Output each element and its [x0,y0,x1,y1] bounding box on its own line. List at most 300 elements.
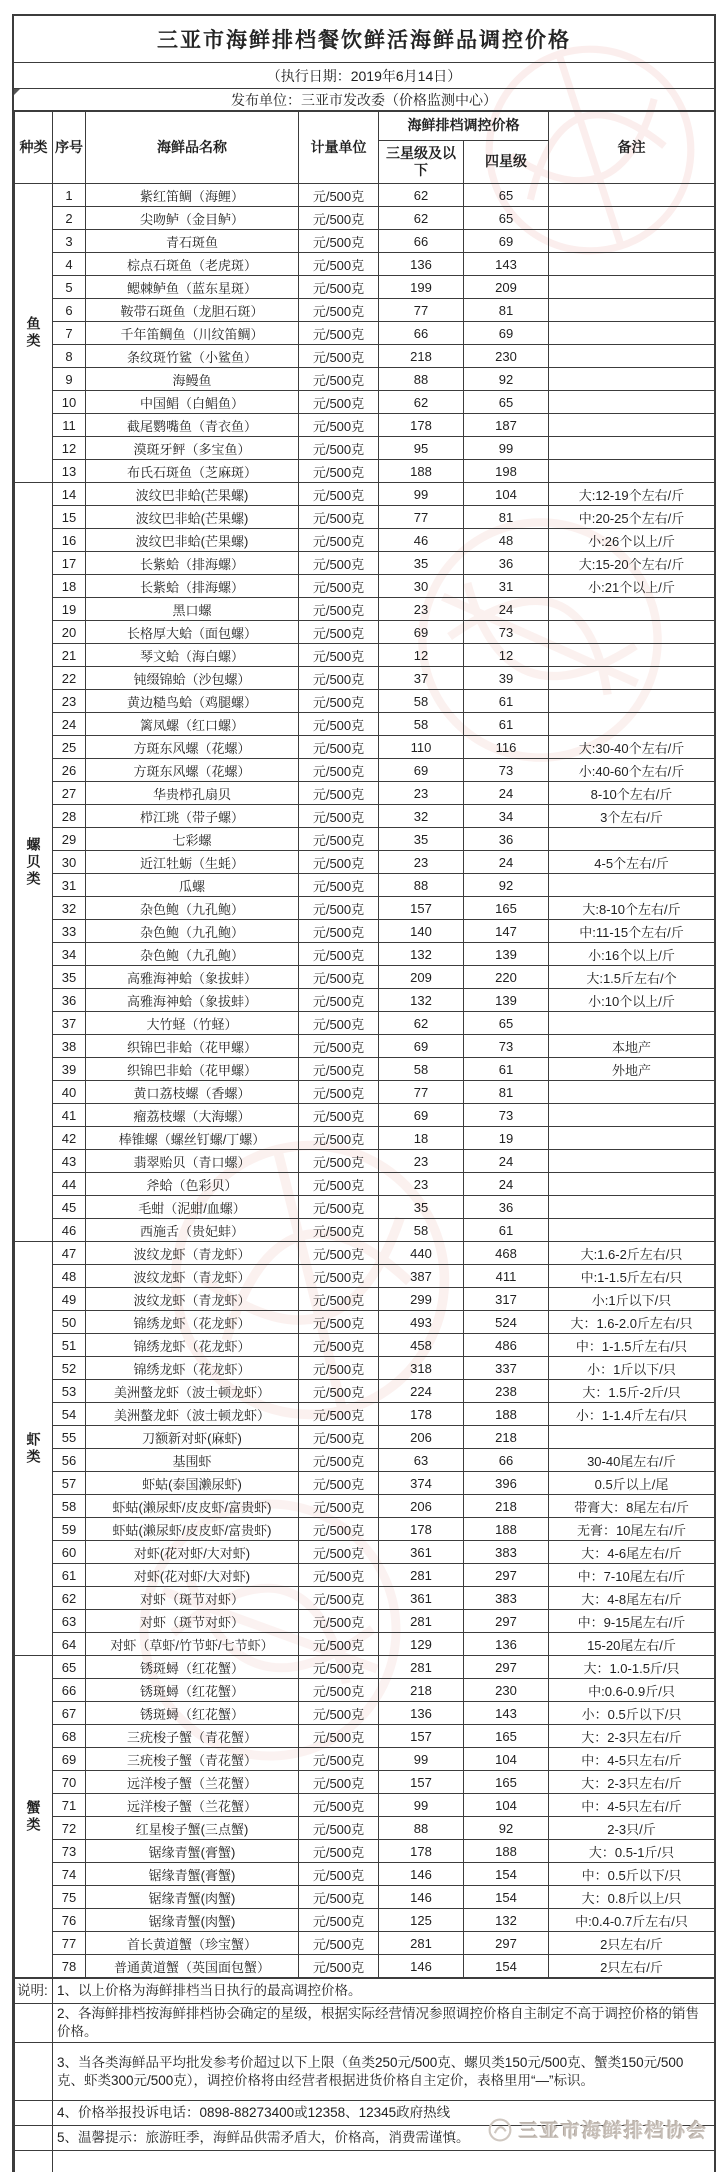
table-row [15,460,715,483]
price-4star-cell: 524 [464,1311,549,1334]
unit-cell: 元/500克 [299,690,379,713]
remark-cell: 中:1-1.5斤左右/只 [549,1265,715,1288]
header-unit: 计量单位 [299,112,379,184]
remark-cell: 大：1.6-2.0斤左右/只 [549,1311,715,1334]
table-row [15,1817,715,1840]
price-3star-cell: 30 [379,575,464,598]
unit-cell: 元/500克 [299,483,379,506]
unit-cell: 元/500克 [299,1656,379,1679]
seafood-name-cell: 瓜螺 [86,874,299,897]
note-row [15,2004,715,2043]
unit-cell: 元/500克 [299,345,379,368]
price-3star-cell: 132 [379,989,464,1012]
price-4star-cell: 61 [464,713,549,736]
seafood-name-cell: 漠斑牙鲆（多宝鱼） [86,437,299,460]
seafood-name-cell: 锦绣龙虾（花龙虾） [86,1311,299,1334]
price-3star-cell: 125 [379,1909,464,1932]
price-4star-cell: 39 [464,667,549,690]
seafood-name-cell: 对虾(花对虾/大对虾) [86,1564,299,1587]
row-number-cell: 19 [53,598,86,621]
price-3star-cell: 218 [379,345,464,368]
row-number-cell: 18 [53,575,86,598]
price-3star-cell: 88 [379,1817,464,1840]
row-number-cell: 29 [53,828,86,851]
note-row [15,2043,715,2101]
price-4star-cell: 297 [464,1656,549,1679]
unit-cell: 元/500克 [299,1173,379,1196]
remark-cell [549,414,715,437]
row-number-cell: 65 [53,1656,86,1679]
row-number-cell: 20 [53,621,86,644]
price-4star-cell: 31 [464,575,549,598]
seafood-name-cell: 杂色鲍（九孔鲍） [86,897,299,920]
unit-cell: 元/500克 [299,1909,379,1932]
unit-cell: 元/500克 [299,391,379,414]
remark-cell [549,598,715,621]
row-number-cell: 74 [53,1863,86,1886]
unit-cell: 元/500克 [299,1863,379,1886]
remark-cell: 4-5个左右/斤 [549,851,715,874]
row-number-cell: 10 [53,391,86,414]
price-4star-cell: 73 [464,1104,549,1127]
price-3star-cell: 37 [379,667,464,690]
seafood-name-cell: 织锦巴非蛤（花甲螺） [86,1058,299,1081]
seafood-name-cell: 虾蛄(濑尿虾/皮皮虾/富贵虾) [86,1518,299,1541]
row-number-cell: 37 [53,1012,86,1035]
table-row [15,1380,715,1403]
seafood-name-cell: 锯缘青蟹(膏蟹) [86,1863,299,1886]
seafood-name-cell: 布氏石斑鱼（芝麻斑） [86,460,299,483]
unit-cell: 元/500克 [299,207,379,230]
remark-cell [549,1012,715,1035]
price-3star-cell: 146 [379,1886,464,1909]
remark-cell: 2-3只/斤 [549,1817,715,1840]
price-4star-cell: 24 [464,782,549,805]
seafood-name-cell: 斧蛤（色彩贝） [86,1173,299,1196]
row-number-cell: 3 [53,230,86,253]
table-row [15,690,715,713]
price-3star-cell: 206 [379,1426,464,1449]
price-3star-cell: 69 [379,1104,464,1127]
remark-cell: 大:12-19个左右/斤 [549,483,715,506]
price-4star-cell: 154 [464,1955,549,1978]
table-row [15,1426,715,1449]
price-3star-cell: 224 [379,1380,464,1403]
seafood-name-cell: 锦绣龙虾（花龙虾） [86,1334,299,1357]
price-3star-cell: 62 [379,184,464,207]
seafood-name-cell: 方斑东风螺（花螺） [86,736,299,759]
table-row [15,529,715,552]
seafood-name-cell: 红星梭子蟹(三点蟹) [86,1817,299,1840]
table-row [15,851,715,874]
table-row [15,1150,715,1173]
row-number-cell: 54 [53,1403,86,1426]
row-number-cell: 2 [53,207,86,230]
unit-cell: 元/500克 [299,460,379,483]
table-row [15,1081,715,1104]
table-row [15,1403,715,1426]
seafood-name-cell: 青石斑鱼 [86,230,299,253]
remark-cell [549,690,715,713]
price-3star-cell: 46 [379,529,464,552]
unit-cell: 元/500克 [299,1380,379,1403]
table-row [15,1219,715,1242]
row-number-cell: 70 [53,1771,86,1794]
price-4star-cell: 104 [464,483,549,506]
price-3star-cell: 62 [379,391,464,414]
seafood-name-cell: 紫红笛鲷（海鲤） [86,184,299,207]
seafood-name-cell: 对虾(花对虾/大对虾) [86,1541,299,1564]
note-item: 1、以上价格为海鲜排档当日执行的最高调控价格。 [53,1979,715,2004]
seafood-name-cell: 尖吻鲈（金目鲈） [86,207,299,230]
price-3star-cell: 99 [379,483,464,506]
table-row [15,897,715,920]
table-row [15,782,715,805]
price-3star-cell: 110 [379,736,464,759]
seafood-name-cell: 波纹巴非蛤(芒果螺) [86,483,299,506]
table-row [15,1127,715,1150]
unit-cell: 元/500克 [299,1955,379,1978]
price-4star-cell: 81 [464,1081,549,1104]
seafood-name-cell: 黄边糙鸟蛤（鸡腿螺） [86,690,299,713]
row-number-cell: 63 [53,1610,86,1633]
row-number-cell: 71 [53,1794,86,1817]
price-3star-cell: 95 [379,437,464,460]
price-4star-cell: 188 [464,1840,549,1863]
remark-cell: 30-40尾左右/斤 [549,1449,715,1472]
seafood-name-cell: 条纹斑竹鲨（小鲨鱼） [86,345,299,368]
seafood-name-cell: 毛蚶（泥蚶/血螺） [86,1196,299,1219]
price-4star-cell: 34 [464,805,549,828]
price-notice-document [12,14,716,2172]
row-number-cell: 49 [53,1288,86,1311]
remark-cell [549,713,715,736]
price-4star-cell: 65 [464,184,549,207]
table-row [15,1564,715,1587]
seafood-name-cell: 锯缘青蟹(膏蟹) [86,1840,299,1863]
remark-cell: 8-10个左右/斤 [549,782,715,805]
seafood-name-cell: 基围虾 [86,1449,299,1472]
publisher-text: 发布单位：三亚市发改委（价格监测中心） [231,91,497,108]
header-price-3star: 三星级及以下 [379,141,464,184]
row-number-cell: 45 [53,1196,86,1219]
price-4star-cell: 297 [464,1564,549,1587]
seafood-name-cell: 美洲螯龙虾（波士顿龙虾） [86,1380,299,1403]
seafood-name-cell: 长紫蛤（排海螺） [86,552,299,575]
notes-gutter [15,2151,53,2172]
remark-cell: 小：1斤以下/只 [549,1357,715,1380]
price-4star-cell: 136 [464,1633,549,1656]
row-number-cell: 28 [53,805,86,828]
table-row [15,1357,715,1380]
unit-cell: 元/500克 [299,506,379,529]
remark-cell: 小:40-60个左右/斤 [549,759,715,782]
row-number-cell: 58 [53,1495,86,1518]
price-4star-cell: 198 [464,460,549,483]
price-4star-cell: 19 [464,1127,549,1150]
table-row [15,1725,715,1748]
row-number-cell: 62 [53,1587,86,1610]
remark-cell [549,1081,715,1104]
remark-cell [549,1127,715,1150]
seafood-name-cell: 黑口螺 [86,598,299,621]
price-4star-cell: 143 [464,1702,549,1725]
row-number-cell: 66 [53,1679,86,1702]
price-3star-cell: 299 [379,1288,464,1311]
price-4star-cell: 147 [464,920,549,943]
table-row [15,1748,715,1771]
table-row [15,391,715,414]
price-3star-cell: 23 [379,782,464,805]
publisher-line [14,89,714,111]
row-number-cell: 44 [53,1173,86,1196]
price-3star-cell: 440 [379,1242,464,1265]
price-4star-cell: 24 [464,851,549,874]
remark-cell: 3个左右/斤 [549,805,715,828]
table-row [15,759,715,782]
table-row [15,1610,715,1633]
price-3star-cell: 35 [379,828,464,851]
unit-cell: 元/500克 [299,713,379,736]
remark-cell: 15-20尾左右/斤 [549,1633,715,1656]
unit-cell: 元/500克 [299,1334,379,1357]
table-row [15,1104,715,1127]
table-row [15,1587,715,1610]
unit-cell: 元/500克 [299,1288,379,1311]
unit-cell: 元/500克 [299,253,379,276]
unit-cell: 元/500克 [299,1449,379,1472]
remark-cell: 中：4-5只左右/斤 [549,1748,715,1771]
price-3star-cell: 281 [379,1610,464,1633]
seafood-name-cell: 高雅海神蛤（象拔蚌） [86,989,299,1012]
table-row [15,437,715,460]
remark-cell: 中：7-10尾左右/斤 [549,1564,715,1587]
table-row [15,598,715,621]
row-number-cell: 76 [53,1909,86,1932]
seafood-name-cell: 高雅海神蛤（象拔蚌） [86,966,299,989]
unit-cell: 元/500克 [299,1794,379,1817]
seafood-name-cell: 瘤荔枝螺（大海螺） [86,1104,299,1127]
price-4star-cell: 73 [464,621,549,644]
row-number-cell: 24 [53,713,86,736]
row-number-cell: 73 [53,1840,86,1863]
row-number-cell: 32 [53,897,86,920]
row-number-cell: 15 [53,506,86,529]
remark-cell [549,1426,715,1449]
row-number-cell: 75 [53,1886,86,1909]
header-category: 种类 [15,112,53,184]
unit-cell: 元/500克 [299,1886,379,1909]
table-row [15,966,715,989]
row-number-cell: 9 [53,368,86,391]
seafood-name-cell: 对虾（草虾/竹节虾/七节虾） [86,1633,299,1656]
row-number-cell: 13 [53,460,86,483]
remark-cell: 大:15-20个左右/斤 [549,552,715,575]
price-3star-cell: 69 [379,759,464,782]
price-3star-cell: 58 [379,713,464,736]
remark-cell: 本地产 [549,1035,715,1058]
row-number-cell: 48 [53,1265,86,1288]
price-4star-cell: 383 [464,1587,549,1610]
price-4star-cell: 12 [464,644,549,667]
unit-cell: 元/500克 [299,1472,379,1495]
seafood-name-cell: 黄口荔枝螺（香螺） [86,1081,299,1104]
unit-cell: 元/500克 [299,1725,379,1748]
row-number-cell: 77 [53,1932,86,1955]
note-item: 3、当各类海鲜品平均批发参考价超过以下上限（鱼类250元/500克、螺贝类150元/500克、蟹类150元/500克、虾类300元/500克），调控价格将由经营者根据进货价格自主定价，表格里用“—”标识。 [53,2043,715,2101]
unit-cell: 元/500克 [299,644,379,667]
table-row [15,1334,715,1357]
table-row [15,322,715,345]
price-4star-cell: 61 [464,690,549,713]
seafood-name-cell: 波纹龙虾（青龙虾） [86,1265,299,1288]
table-row [15,575,715,598]
category-cell: 蟹类 [15,1656,53,1978]
table-row [15,1840,715,1863]
remark-cell: 大：2-3只左右/斤 [549,1725,715,1748]
row-number-cell: 8 [53,345,86,368]
price-3star-cell: 209 [379,966,464,989]
remark-cell [549,828,715,851]
table-row [15,230,715,253]
unit-cell: 元/500克 [299,1541,379,1564]
remark-cell [549,667,715,690]
row-number-cell: 59 [53,1518,86,1541]
unit-cell: 元/500克 [299,1058,379,1081]
price-3star-cell: 361 [379,1587,464,1610]
seafood-name-cell: 长格厚大蛤（面包螺） [86,621,299,644]
row-number-cell: 61 [53,1564,86,1587]
price-4star-cell: 238 [464,1380,549,1403]
price-4star-cell: 81 [464,299,549,322]
table-row [15,1656,715,1679]
price-4star-cell: 92 [464,874,549,897]
seafood-name-cell: 锦绣龙虾（花龙虾） [86,1357,299,1380]
table-row [15,989,715,1012]
unit-cell: 元/500克 [299,736,379,759]
seafood-name-cell: 波纹龙虾（青龙虾） [86,1242,299,1265]
price-4star-cell: 65 [464,391,549,414]
seafood-name-cell: 波纹龙虾（青龙虾） [86,1288,299,1311]
table-row [15,414,715,437]
unit-cell: 元/500克 [299,1771,379,1794]
remark-cell [549,276,715,299]
unit-cell: 元/500克 [299,437,379,460]
seafood-name-cell: 鳃棘鲈鱼（蓝东星斑） [86,276,299,299]
table-row [15,1771,715,1794]
remark-cell [549,437,715,460]
price-3star-cell: 281 [379,1932,464,1955]
remark-cell: 大：2-3只左右/斤 [549,1771,715,1794]
price-3star-cell: 69 [379,1035,464,1058]
row-number-cell: 67 [53,1702,86,1725]
price-4star-cell: 36 [464,828,549,851]
row-number-cell: 50 [53,1311,86,1334]
seafood-name-cell: 长紫蛤（排海螺） [86,575,299,598]
row-number-cell: 33 [53,920,86,943]
table-row [15,1909,715,1932]
remark-cell: 中：9-15尾左右/斤 [549,1610,715,1633]
remark-cell: 中：1-1.5斤左右/只 [549,1334,715,1357]
unit-cell: 元/500克 [299,621,379,644]
seafood-name-cell: 篱凤螺（红口螺） [86,713,299,736]
price-3star-cell: 387 [379,1265,464,1288]
price-4star-cell: 36 [464,1196,549,1219]
price-3star-cell: 58 [379,1058,464,1081]
price-3star-cell: 361 [379,1541,464,1564]
table-row [15,345,715,368]
seafood-name-cell: 海鳗鱼 [86,368,299,391]
price-4star-cell: 188 [464,1518,549,1541]
price-4star-cell: 24 [464,1173,549,1196]
row-number-cell: 27 [53,782,86,805]
remark-cell: 小:10个以上/斤 [549,989,715,1012]
table-row [15,483,715,506]
table-row [15,1449,715,1472]
seafood-name-cell: 对虾（斑节对虾） [86,1587,299,1610]
seafood-name-cell: 美洲螯龙虾（波士顿龙虾） [86,1403,299,1426]
unit-cell: 元/500克 [299,1242,379,1265]
unit-cell: 元/500克 [299,1748,379,1771]
remark-cell [549,1196,715,1219]
row-number-cell: 22 [53,667,86,690]
table-row [15,1495,715,1518]
remark-cell: 大：1.5斤-2斤/只 [549,1380,715,1403]
note-item: 4、价格举报投诉电话：0898-88273400或12358、12345政府热线 [53,2101,715,2126]
row-number-cell: 51 [53,1334,86,1357]
notes-gutter [15,2101,53,2126]
unit-cell: 元/500克 [299,828,379,851]
price-3star-cell: 66 [379,230,464,253]
price-3star-cell: 63 [379,1449,464,1472]
price-4star-cell: 209 [464,276,549,299]
unit-cell: 元/500克 [299,529,379,552]
price-3star-cell: 281 [379,1656,464,1679]
price-3star-cell: 178 [379,414,464,437]
row-number-cell: 16 [53,529,86,552]
price-4star-cell: 24 [464,598,549,621]
unit-cell: 元/500克 [299,1104,379,1127]
price-3star-cell: 32 [379,805,464,828]
unit-cell: 元/500克 [299,1633,379,1656]
unit-cell: 元/500克 [299,1840,379,1863]
table-row [15,736,715,759]
unit-cell: 元/500克 [299,368,379,391]
seafood-name-cell: 锈斑蟳（红花蟹） [86,1656,299,1679]
table-row [15,552,715,575]
price-4star-cell: 230 [464,345,549,368]
seafood-name-cell: 三疣梭子蟹（青花蟹） [86,1725,299,1748]
price-4star-cell: 411 [464,1265,549,1288]
price-4star-cell: 165 [464,1771,549,1794]
row-number-cell: 30 [53,851,86,874]
price-4star-cell: 187 [464,414,549,437]
note-item: 5、温馨提示：旅游旺季，海鲜品供需矛盾大，价格高，消费需谨慎。 [53,2126,715,2151]
price-4star-cell: 154 [464,1886,549,1909]
row-number-cell: 78 [53,1955,86,1978]
remark-cell [549,322,715,345]
price-4star-cell: 99 [464,437,549,460]
price-4star-cell: 218 [464,1426,549,1449]
price-4star-cell: 61 [464,1219,549,1242]
unit-cell: 元/500克 [299,1081,379,1104]
unit-cell: 元/500克 [299,1679,379,1702]
price-3star-cell: 99 [379,1748,464,1771]
unit-cell: 元/500克 [299,943,379,966]
table-row [15,828,715,851]
unit-cell: 元/500克 [299,966,379,989]
seafood-name-cell: 刀额新对虾(麻虾) [86,1426,299,1449]
